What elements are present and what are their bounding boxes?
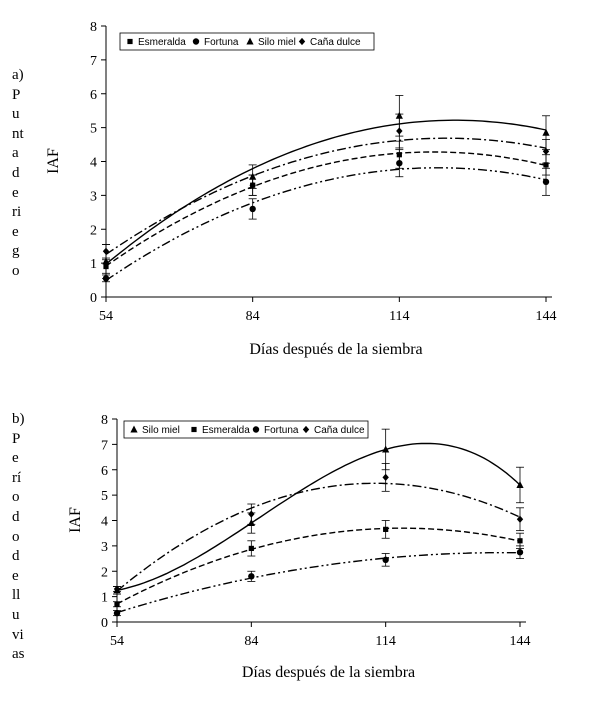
series-esmeralda: [113, 521, 524, 607]
x-tick-label: 114: [375, 634, 396, 649]
side-label-part: rí: [12, 469, 22, 486]
x-tick-label: 144: [509, 634, 531, 649]
y-tick-label: 6: [90, 87, 97, 103]
legend-label: Silo miel: [258, 37, 296, 48]
legend-marker: [127, 39, 132, 44]
series-silo-miel: [102, 95, 550, 278]
trend-line: [117, 443, 520, 590]
side-label-part: as: [12, 646, 25, 663]
side-label-part: d: [12, 164, 20, 181]
trend-line: [117, 553, 520, 613]
y-tick-label: 1: [90, 257, 97, 273]
y-tick-label: 1: [101, 590, 108, 606]
series-ca-a-dulce: [102, 114, 550, 258]
legend-label: Silo miel: [142, 425, 180, 436]
data-point: [396, 127, 402, 134]
y-tick-label: 3: [90, 189, 97, 205]
side-label-part: e: [12, 223, 19, 240]
x-tick-label: 114: [389, 309, 410, 324]
y-tick-label: 5: [101, 489, 108, 505]
legend-label: Caña dulce: [314, 425, 365, 436]
x-axis-title: Días después de la siembra: [249, 341, 423, 358]
y-tick-label: 7: [101, 438, 108, 454]
y-tick-label: 0: [90, 291, 97, 306]
data-point: [249, 206, 255, 212]
side-label-part: P: [12, 86, 21, 103]
side-label-part: e: [12, 567, 19, 584]
legend-marker: [191, 427, 196, 432]
y-tick-label: 5: [90, 121, 97, 137]
y-tick-label: 3: [101, 539, 108, 555]
y-tick-label: 2: [101, 565, 108, 581]
chart-a: [45, 20, 557, 358]
legend-label: Caña dulce: [310, 37, 361, 48]
data-point: [517, 549, 523, 555]
legend-label: Fortuna: [204, 37, 239, 48]
data-point: [396, 160, 402, 166]
trend-line: [106, 120, 546, 264]
side-label-part: d: [12, 508, 20, 525]
data-point: [248, 511, 254, 518]
series-silo-miel: [113, 429, 524, 594]
y-tick-label: 2: [90, 223, 97, 239]
panel-b-letter: b): [12, 411, 25, 427]
panel-a-letter: a): [12, 67, 24, 83]
side-label-part: d: [12, 548, 20, 565]
side-label-part: e: [12, 184, 19, 201]
data-point: [543, 148, 549, 155]
y-tick-label: 8: [101, 413, 108, 428]
data-point: [103, 248, 109, 255]
side-label-part: a: [12, 145, 19, 162]
y-tick-label: 4: [101, 514, 108, 530]
side-label-part: P: [12, 430, 21, 447]
legend-label: Esmeralda: [202, 425, 250, 436]
y-axis-title: IAF: [45, 148, 62, 174]
side-label-part: u: [12, 106, 20, 123]
side-label-part: o: [12, 489, 20, 506]
data-point: [382, 557, 388, 563]
legend: [124, 421, 368, 438]
data-point: [102, 257, 109, 264]
y-tick-label: 7: [90, 53, 97, 69]
x-tick-label: 84: [244, 634, 259, 649]
x-tick-label: 84: [245, 309, 260, 324]
side-label-part: u: [12, 606, 20, 623]
data-point: [383, 527, 388, 532]
chart-b: [67, 413, 531, 681]
x-axis-title: Días después de la siembra: [241, 664, 416, 681]
trend-line: [106, 138, 546, 254]
legend-label: Esmeralda: [138, 37, 186, 48]
series-fortuna: [113, 546, 524, 616]
side-label-part: nt: [12, 125, 24, 142]
side-label-part: ri: [12, 204, 22, 221]
data-point: [114, 602, 119, 607]
y-tick-label: 6: [101, 463, 108, 479]
data-point: [249, 546, 254, 551]
y-tick-label: 8: [90, 20, 97, 35]
legend: [120, 33, 374, 50]
data-point: [382, 474, 388, 481]
legend-marker: [193, 38, 199, 44]
series-esmeralda: [102, 141, 550, 273]
y-tick-label: 4: [90, 155, 97, 171]
y-tick-label: 0: [101, 616, 108, 631]
data-point: [517, 538, 522, 543]
x-tick-label: 144: [535, 309, 557, 324]
x-tick-label: 54: [110, 634, 124, 649]
y-axis-title: IAF: [67, 507, 84, 533]
data-point: [543, 179, 549, 185]
x-tick-label: 54: [99, 309, 113, 324]
side-label-part: o: [12, 262, 20, 279]
side-label-part: e: [12, 450, 19, 467]
side-label-part: g: [12, 243, 20, 260]
trend-line: [106, 168, 546, 281]
legend-marker: [253, 426, 259, 432]
side-label-part: ll: [12, 587, 21, 604]
data-point: [248, 573, 254, 579]
series-ca-a-dulce: [113, 463, 524, 592]
side-label-part: o: [12, 528, 20, 545]
side-label-part: vi: [12, 626, 24, 643]
data-point: [114, 610, 120, 616]
legend-label: Fortuna: [264, 425, 299, 436]
